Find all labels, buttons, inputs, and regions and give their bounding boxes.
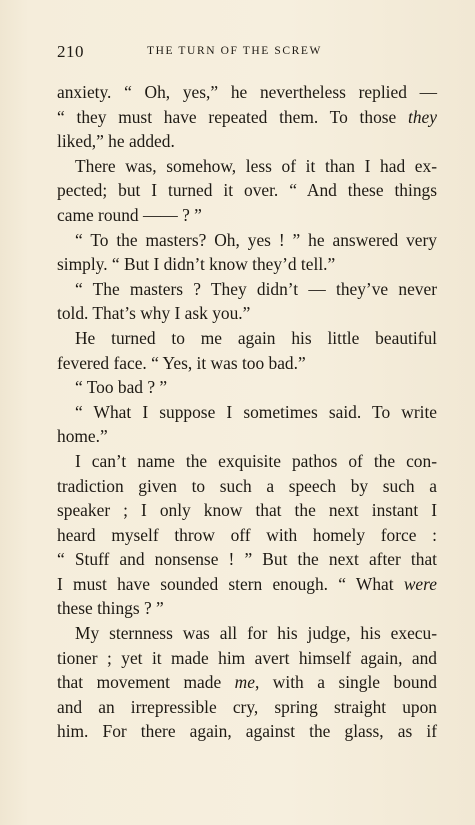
text-line: “ Stuff and nonsense ! ” But the next after that	[57, 549, 437, 570]
text-line: “ they must have repeated them. To those they	[57, 106, 437, 127]
text-line: tradiction given to such a speech by such a	[57, 475, 437, 496]
text-line: tioner ; yet it made him avert himself again, and	[57, 647, 437, 668]
text-line: speaker ; I only know that the next instant I	[57, 500, 437, 521]
text-line: “ The masters ? They didn’t — they’ve never	[75, 278, 437, 299]
text-line: pected; but I turned it over. “ And these things	[57, 180, 437, 201]
page-header	[57, 42, 435, 62]
text-line: that movement made me, with a single bound	[57, 672, 437, 693]
text-line: fevered face. “ Yes, it was too bad.”	[57, 352, 306, 373]
text-line: He turned to me again his little beautiful	[75, 327, 437, 348]
text-line: simply. “ But I didn’t know they’d tell.”	[57, 254, 336, 275]
text-line: and an irrepressible cry, spring straight upon	[57, 696, 437, 717]
text-line: I can’t name the exquisite pathos of the con-	[75, 450, 437, 471]
text-line: My sternness was all for his judge, his execu-	[75, 623, 437, 644]
text-line: home.”	[57, 426, 108, 447]
text-line: “ Too bad ? ”	[75, 377, 168, 398]
text-line: “ What I suppose I sometimes said. To write	[75, 401, 437, 422]
text-line: “ To the masters? Oh, yes ! ” he answered very	[75, 229, 437, 250]
running-title: THE TURN OF THE SCREW	[147, 45, 323, 57]
text-line: anxiety. “ Oh, yes,” he nevertheless replied —	[57, 82, 437, 102]
text-line: heard myself throw off with homely force :	[57, 524, 437, 545]
text-line: There was, somehow, less of it than I had ex-	[75, 155, 437, 176]
text-line: these things ? ”	[57, 598, 164, 619]
page-number: 210	[57, 42, 84, 61]
body-text	[57, 80, 437, 744]
text-line: came round —— ? ”	[57, 204, 202, 225]
text-line: I must have sounded stern enough. “ What were	[57, 573, 437, 594]
text-line: told. That’s why I ask you.”	[57, 303, 251, 324]
text-line: liked,” he added.	[57, 131, 175, 152]
text-line: him. For there again, against the glass, as if	[57, 721, 437, 742]
